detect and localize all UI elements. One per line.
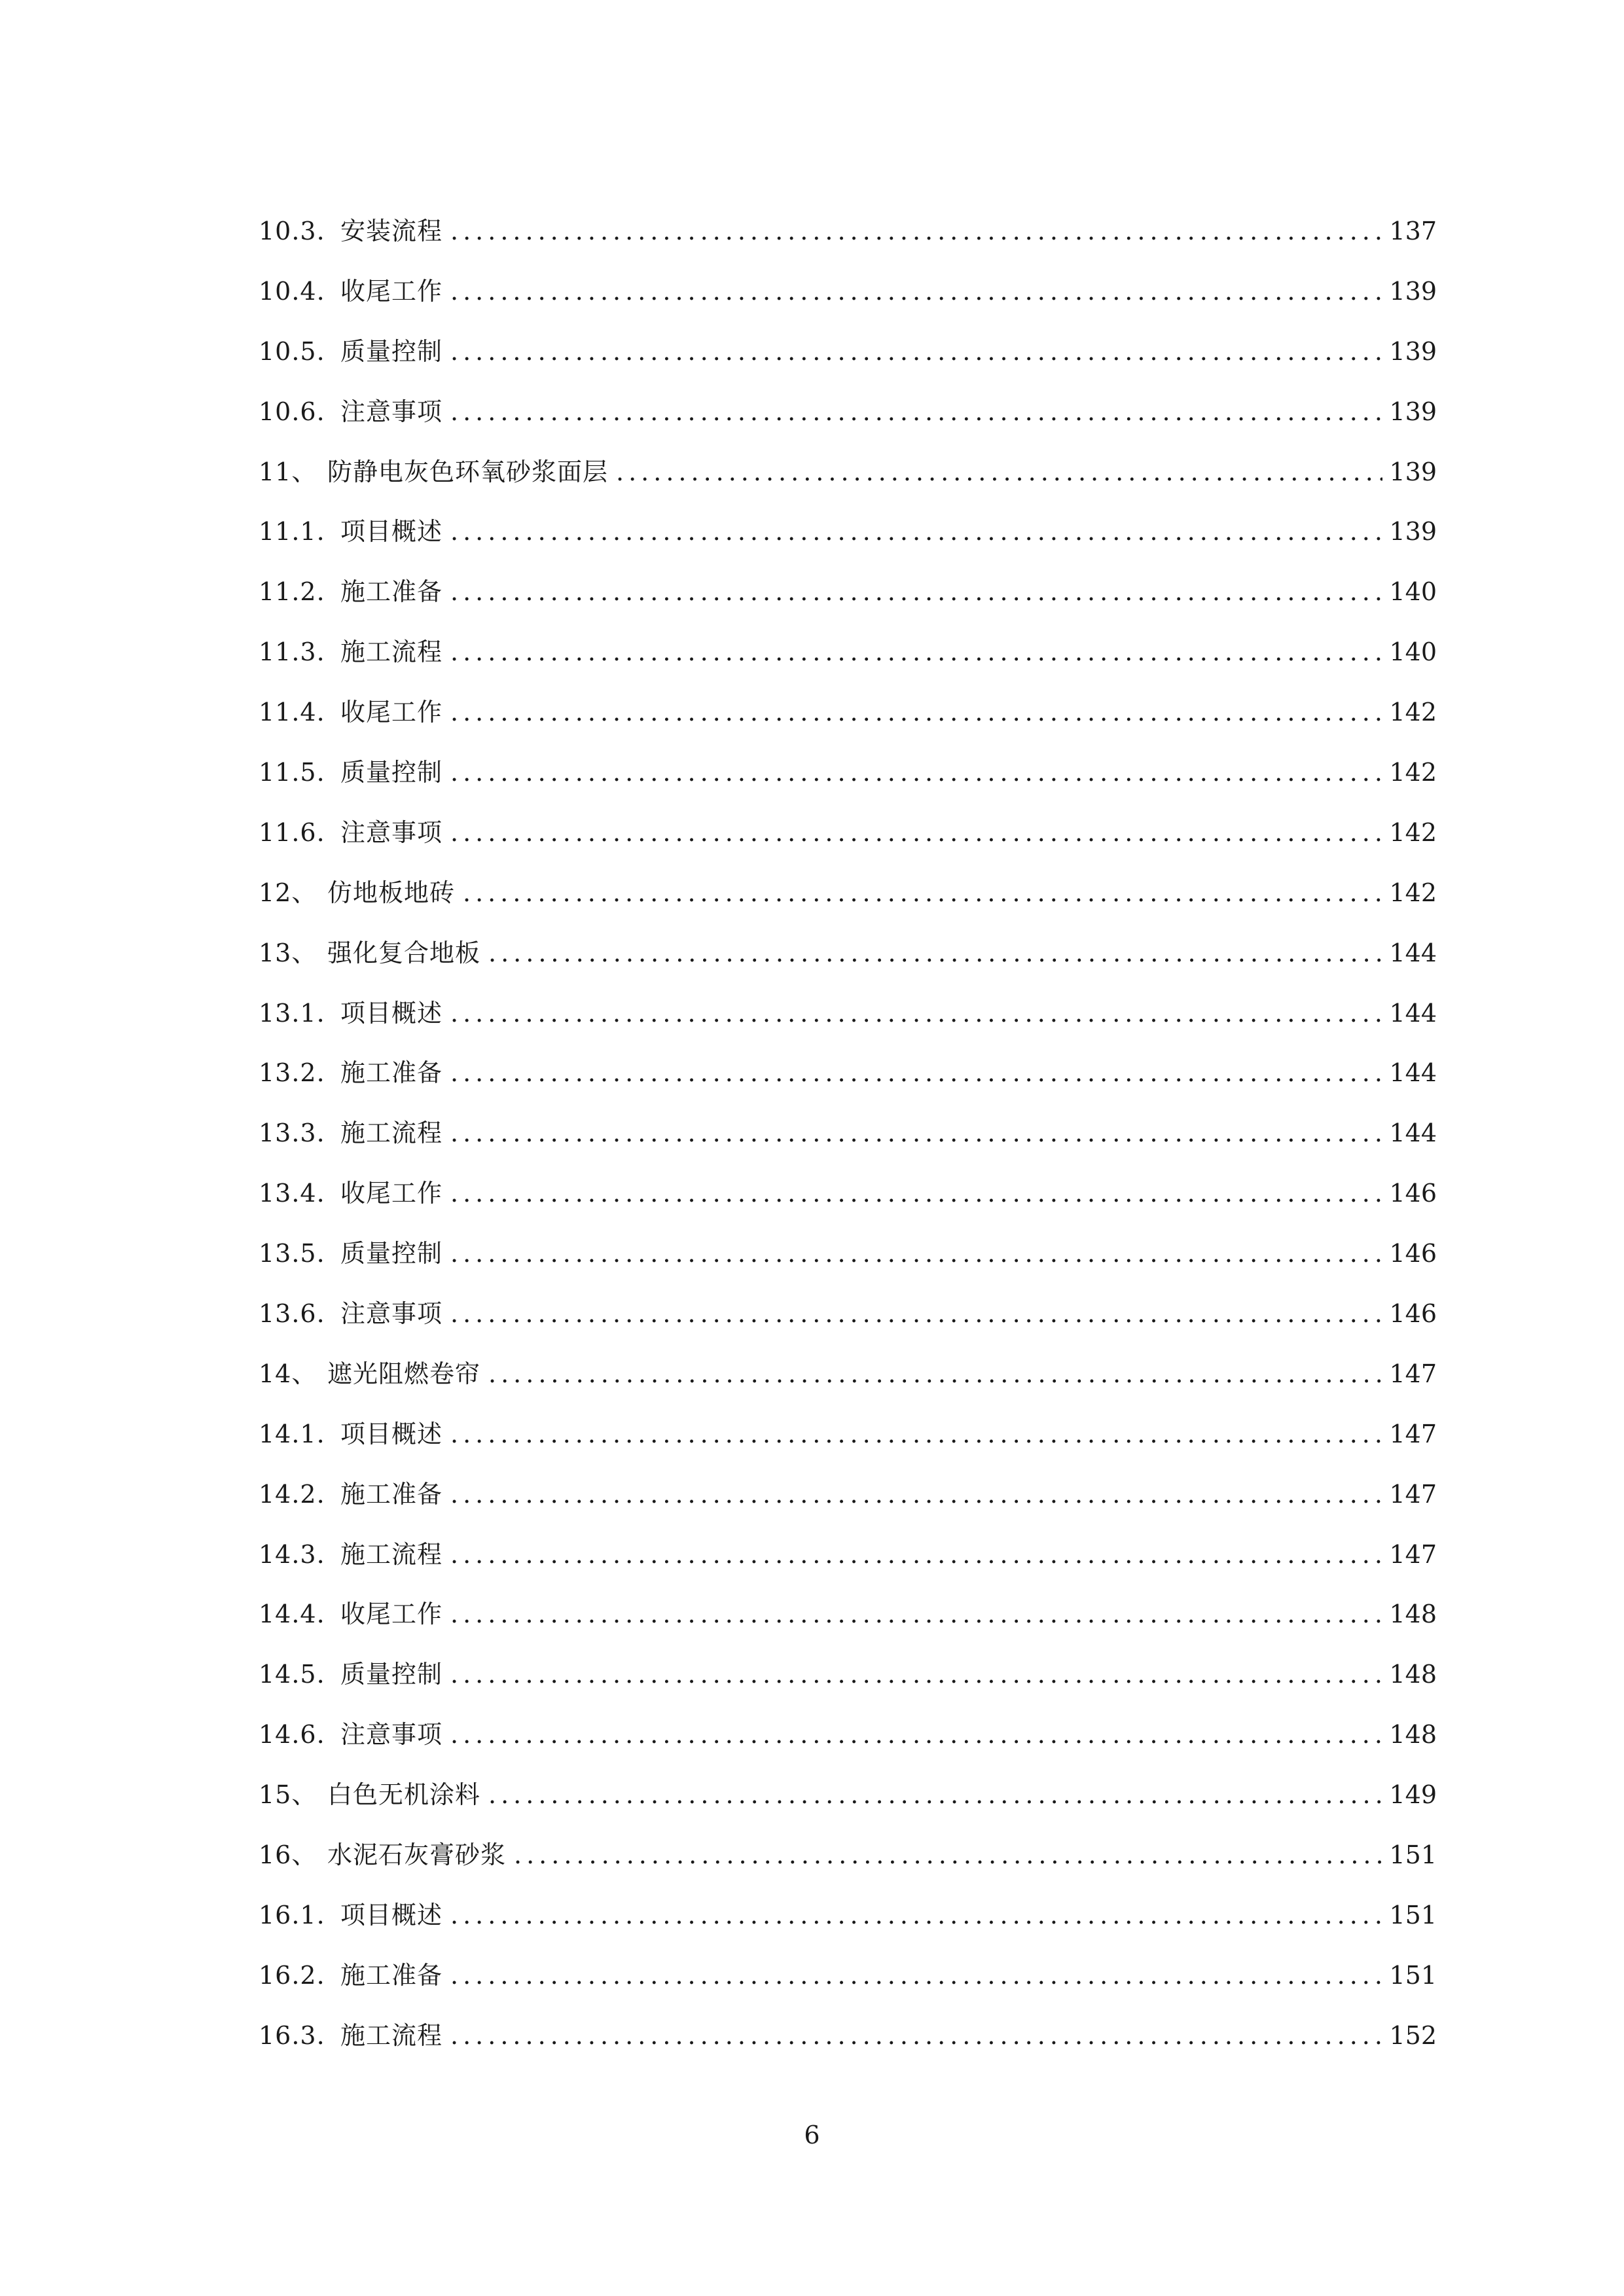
toc-entry-page: 137 [1389,217,1437,245]
toc-entry[interactable] [259,562,1437,622]
toc-entry-title: 项目概述 [340,998,443,1028]
toc-entry-page: 149 [1389,1780,1437,1810]
toc-entry[interactable] [259,442,1437,503]
toc-entry-page: 139 [1389,517,1437,547]
toc-entry-title: 项目概述 [340,1419,443,1448]
toc-entry[interactable] [259,1465,1437,1525]
toc-entry-number: 13.3. [259,1119,325,1148]
toc-entry-number: 16.2. [259,1960,325,1990]
toc-entry-number: 12、 [259,878,317,907]
toc-entry-number: 10.3. [259,217,325,245]
toc-entry[interactable] [259,1705,1437,1765]
toc-entry-page: 142 [1389,817,1437,847]
toc-dot-leader [450,683,1382,743]
toc-entry[interactable] [259,803,1437,863]
toc-entry-page: 144 [1389,998,1437,1028]
toc-entry[interactable] [259,743,1437,803]
toc-entry-page: 144 [1389,1119,1437,1148]
toc-entry[interactable] [259,1645,1437,1705]
toc-entry-title: 项目概述 [340,1900,443,1929]
toc-dot-leader [514,1825,1382,1886]
toc-entry-number: 14.3. [259,1539,325,1569]
toc-entry[interactable] [259,202,1437,262]
toc-dot-leader [450,1525,1382,1585]
toc-dot-leader [488,1344,1382,1405]
toc-entry-title: 收尾工作 [340,1600,443,1629]
toc-entry-title: 质量控制 [340,1660,443,1689]
toc-dot-leader [450,1946,1382,2006]
toc-entry-number: 14、 [259,1359,317,1388]
toc-entry-number: 16.3. [259,2020,325,2050]
toc-dot-leader [450,1585,1382,1645]
toc-entry-page: 140 [1389,637,1437,667]
toc-entry-title: 白色无机涂料 [327,1780,481,1810]
toc-entry-page: 147 [1389,1479,1437,1509]
toc-entry[interactable] [259,1103,1437,1164]
toc-entry-title: 质量控制 [340,336,443,366]
toc-entry-number: 11.4. [259,698,325,727]
toc-entry-number: 14.5. [259,1660,325,1689]
toc-entry-number: 11.3. [259,637,325,667]
toc-entry-page: 148 [1389,1600,1437,1629]
toc-entry-title: 项目概述 [340,517,443,547]
toc-entry-number: 11.2. [259,577,325,607]
toc-entry-page: 148 [1389,1660,1437,1689]
toc-entry-title: 遮光阻燃卷帘 [327,1359,481,1388]
toc-dot-leader [450,262,1382,322]
toc-entry-page: 142 [1389,758,1437,787]
toc-entry-page: 151 [1389,1900,1437,1929]
toc-entry-page: 147 [1389,1539,1437,1569]
toc-entry[interactable] [259,984,1437,1044]
toc-entry[interactable] [259,1344,1437,1405]
toc-entry-number: 13.6. [259,1299,325,1329]
toc-entry-title: 施工准备 [340,1058,443,1088]
toc-entry-title: 水泥石灰膏砂浆 [327,1840,507,1870]
toc-dot-leader [450,322,1382,382]
toc-entry-page: 152 [1389,2020,1437,2050]
toc-dot-leader [450,502,1382,562]
toc-dot-leader [488,924,1382,984]
toc-dot-leader [450,1886,1382,1946]
toc-entry-number: 13.2. [259,1058,325,1088]
toc-entry-number: 14.6. [259,1720,325,1749]
toc-entry-page: 142 [1389,698,1437,727]
toc-entry-page: 146 [1389,1299,1437,1329]
toc-dot-leader [450,1224,1382,1284]
toc-entry[interactable] [259,1946,1437,2006]
toc-dot-leader [450,1465,1382,1525]
toc-entry-number: 13、 [259,938,317,967]
toc-entry-number: 10.6. [259,397,325,426]
toc-dot-leader [616,442,1382,503]
toc-entry[interactable] [259,1284,1437,1344]
page-number: 6 [804,2121,820,2149]
toc-entry-page: 147 [1389,1419,1437,1448]
toc-entry-title: 收尾工作 [340,698,443,727]
toc-entry[interactable] [259,1164,1437,1224]
toc-dot-leader [450,1043,1382,1103]
toc-entry-number: 14.2. [259,1479,325,1509]
toc-entry-title: 注意事项 [340,1720,443,1749]
toc-entry-number: 14.4. [259,1600,325,1629]
toc-entry-number: 16.1. [259,1900,325,1929]
toc-entry-page: 146 [1389,1239,1437,1268]
toc-dot-leader [450,1284,1382,1344]
toc-entry-title: 质量控制 [340,758,443,787]
toc-entry[interactable] [259,382,1437,442]
toc-entry-number: 11.6. [259,817,325,847]
toc-dot-leader [488,1765,1382,1825]
toc-entry[interactable] [259,622,1437,683]
toc-dot-leader [450,1405,1382,1465]
toc-entry-title: 注意事项 [340,817,443,847]
toc-dot-leader [450,382,1382,442]
toc-entry[interactable] [259,1585,1437,1645]
toc-entry[interactable] [259,863,1437,924]
toc-dot-leader [463,863,1382,924]
toc-entry[interactable] [259,1765,1437,1825]
toc-entry-page: 144 [1389,1058,1437,1088]
toc-entry-number: 10.4. [259,276,325,306]
toc-entry-page: 140 [1389,577,1437,607]
toc-dot-leader [450,743,1382,803]
toc-entry-title: 安装流程 [340,217,443,245]
toc-entry-number: 11、 [259,457,317,486]
toc-entry-title: 收尾工作 [340,1179,443,1208]
toc-entry-number: 13.4. [259,1179,325,1208]
toc-entry-page: 146 [1389,1179,1437,1208]
toc-entry-title: 施工流程 [340,1119,443,1148]
toc-entry-page: 139 [1389,336,1437,366]
toc-dot-leader [450,202,1382,262]
toc-entry-title: 防静电灰色环氧砂浆面层 [327,457,609,486]
toc-dot-leader [450,2006,1382,2066]
table-of-contents [259,202,1437,2066]
toc-entry[interactable] [259,2006,1437,2066]
toc-entry-title: 施工流程 [340,637,443,667]
toc-dot-leader [450,803,1382,863]
toc-entry-number: 13.5. [259,1239,325,1268]
toc-entry[interactable] [259,1224,1437,1284]
toc-entry-page: 139 [1389,397,1437,426]
toc-entry[interactable] [259,322,1437,382]
toc-entry[interactable] [259,502,1437,562]
toc-entry-page: 148 [1389,1720,1437,1749]
toc-entry-page: 142 [1389,878,1437,907]
toc-entry[interactable] [259,683,1437,743]
toc-entry[interactable] [259,262,1437,322]
toc-entry[interactable] [259,1886,1437,1946]
toc-entry-number: 10.5. [259,336,325,366]
toc-entry-title: 仿地板地砖 [327,878,456,907]
toc-entry-title: 施工流程 [340,2020,443,2050]
toc-dot-leader [450,1705,1382,1765]
toc-entry[interactable] [259,924,1437,984]
toc-dot-leader [450,1164,1382,1224]
toc-dot-leader [450,984,1382,1044]
toc-entry-page: 139 [1389,276,1437,306]
toc-entry-title: 施工准备 [340,577,443,607]
toc-entry-page: 139 [1389,457,1437,486]
toc-entry-title: 强化复合地板 [327,938,481,967]
toc-entry-title: 施工流程 [340,1539,443,1569]
toc-entry-page: 151 [1389,1960,1437,1990]
toc-dot-leader [450,562,1382,622]
toc-entry[interactable] [259,1043,1437,1103]
toc-dot-leader [450,1645,1382,1705]
toc-entry-number: 11.5. [259,758,325,787]
toc-entry-page: 151 [1389,1840,1437,1870]
toc-entry-title: 注意事项 [340,397,443,426]
toc-entry-number: 15、 [259,1780,317,1810]
toc-entry-page: 144 [1389,938,1437,967]
toc-entry-title: 收尾工作 [340,276,443,306]
toc-entry-page: 147 [1389,1359,1437,1388]
toc-entry-title: 施工准备 [340,1960,443,1990]
toc-entry-number: 13.1. [259,998,325,1028]
toc-entry[interactable] [259,1825,1437,1886]
toc-entry-title: 注意事项 [340,1299,443,1329]
toc-entry-number: 14.1. [259,1419,325,1448]
toc-entry-title: 施工准备 [340,1479,443,1509]
toc-entry-number: 16、 [259,1840,317,1870]
toc-entry[interactable] [259,1405,1437,1465]
toc-entry-number: 11.1. [259,517,325,547]
toc-dot-leader [450,622,1382,683]
toc-entry[interactable] [259,1525,1437,1585]
toc-dot-leader [450,1103,1382,1164]
toc-entry-title: 质量控制 [340,1239,443,1268]
